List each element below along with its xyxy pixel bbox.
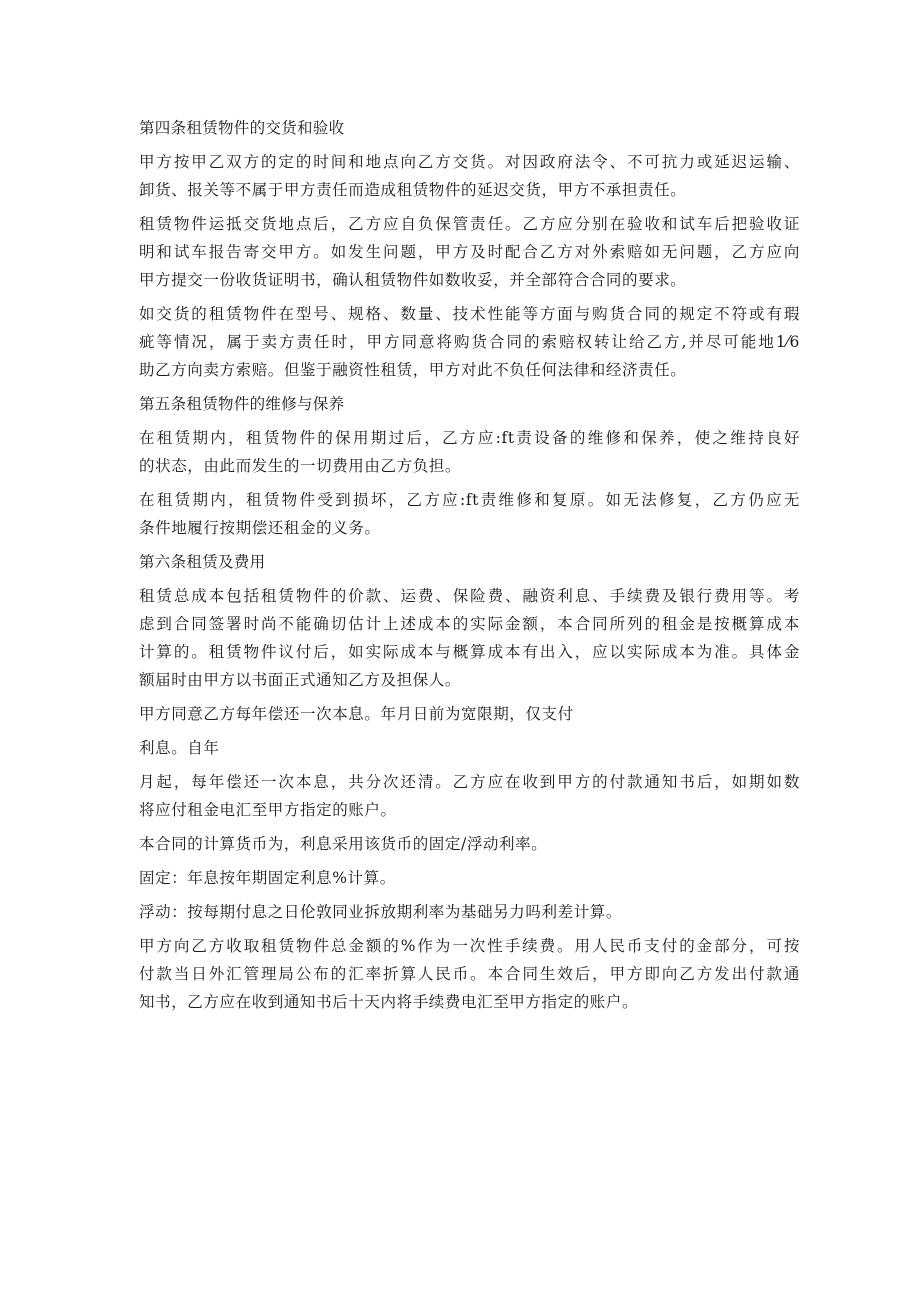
text-line [139,796,800,824]
text-line-content: 固定：年息按年期固定利息%计算。 [139,869,396,887]
text-line [139,452,800,480]
text-line-content: 租赁总成本包括租赁物件的价款、运费、保险费、融资利息、手续费及银行费用等。考 [139,587,800,605]
text-line [139,898,800,926]
text-line [139,300,800,328]
text-line-content: 月起，每年偿还一次本息，共分次还清。乙方应在收到甲方的付款通知书后，如期如数 [139,773,800,791]
text-line-content: 甲方按甲乙双方的定的时间和地点向乙方交货。对因政府法令、不可抗力或延迟运输、 [139,153,800,171]
text-line-content: 的状态，由此而发生的一切费用由乙方负担。 [139,457,462,475]
text-line-content: 将应付租金电汇至甲方指定的账户。 [139,801,397,819]
document-body [139,114,800,1016]
text-line-content: 卸货、报关等不属于甲方责任而造成租赁物件的延迟交货，甲方不承担责任。 [139,181,687,199]
text-line [139,864,800,892]
text-line-content: 甲方向乙方收取租赁物件总金额的%作为一次性手续费。用人民币支付的金部分，可按 [139,937,800,955]
text-line-content: 甲方提交一份收货证明书，确认租赁物件如数收妥，并全部符合合同的要求。 [139,271,687,289]
text-line-content: 在租赁期内，租赁物件的保用期过后，乙方应:ft责设备的维修和保养，使之维持良好 [139,429,800,447]
text-line [139,734,800,762]
text-line [139,148,800,176]
text-line-content: 条件地履行按期偿还租金的义务。 [139,519,381,537]
text-line [139,988,800,1016]
text-line [139,830,800,858]
text-line-content: 租赁物件运抵交货地点后，乙方应自负保管责任。乙方应分别在验收和试车后把验收证 [139,215,800,233]
text-line [139,356,800,384]
text-line [139,266,800,294]
text-line [139,700,800,728]
text-line-content: 甲方同意乙方每年偿还一次本息。年月日前为宽限期，仅支付 [139,705,574,723]
text-line-content: 本合同的计算货币为，利息采用该货币的固定/浮动利率。 [139,835,548,853]
text-line-content: 利息。自年 [139,739,220,757]
text-line-content: 付款当日外汇管理局公布的汇率折算人民币。本合同生效后，甲方即向乙方发出付款通 [139,965,800,983]
text-line [139,768,800,796]
text-line [139,932,800,960]
text-line-content: 知书，乙方应在收到通知书后十天内将手续费电汇至甲方指定的账户。 [139,993,639,1011]
text-line [139,176,800,204]
text-line [139,610,800,638]
text-line [139,424,800,452]
text-line-content: 浮动：按每期付息之日伦敦同业拆放期利率为基础另力吗利差计算。 [139,903,623,921]
text-line-content: 在租赁期内，租赁物件受到损坏，乙方应:ft责维修和复原。如无法修复，乙方仍应无 [139,491,800,509]
text-line-content: 如交货的租赁物件在型号、规格、数量、技术性能等方面与购货合同的规定不符或有瑕 [139,305,800,323]
text-line [139,666,800,694]
text-line-content: 第四条租赁物件的交货和验收 [139,119,345,137]
section-heading [139,390,800,418]
text-line-content: 明和试车报告寄交甲方。如发生问题，甲方及时配合乙方对外索赔如无问题，乙方应向 [139,243,800,261]
text-line-content: 第六条租赁及费用 [139,553,266,571]
text-line-content: 助乙方向卖方索赔。但鉴于融资性租赁，甲方对此不负任何法律和经济责任。 [139,361,687,379]
text-line-content: 虑到合同签署时尚不能确切估计上述成本的实际金额，本合同所列的租金是按概算成本 [139,615,800,633]
text-line [139,328,800,356]
text-line-content: 额届时由甲方以书面正式通知乙方及担保人。 [139,671,462,689]
text-line [139,960,800,988]
text-line-content: 疵等情况，属于卖方责任时，甲方同意将购货合同的索赔权转让给乙方,并尽可能地1⁄6 [139,333,800,351]
text-line-content: 计算的。租赁物件议付后，如实际成本与概算成本有出入，应以实际成本为准。具体金 [139,643,800,661]
section-heading [139,114,800,142]
text-line [139,238,800,266]
text-line [139,582,800,610]
text-line [139,486,800,514]
text-line [139,638,800,666]
section-heading [139,548,800,576]
text-line [139,514,800,542]
text-line [139,210,800,238]
text-line-content: 第五条租赁物件的维修与保养 [139,395,345,413]
